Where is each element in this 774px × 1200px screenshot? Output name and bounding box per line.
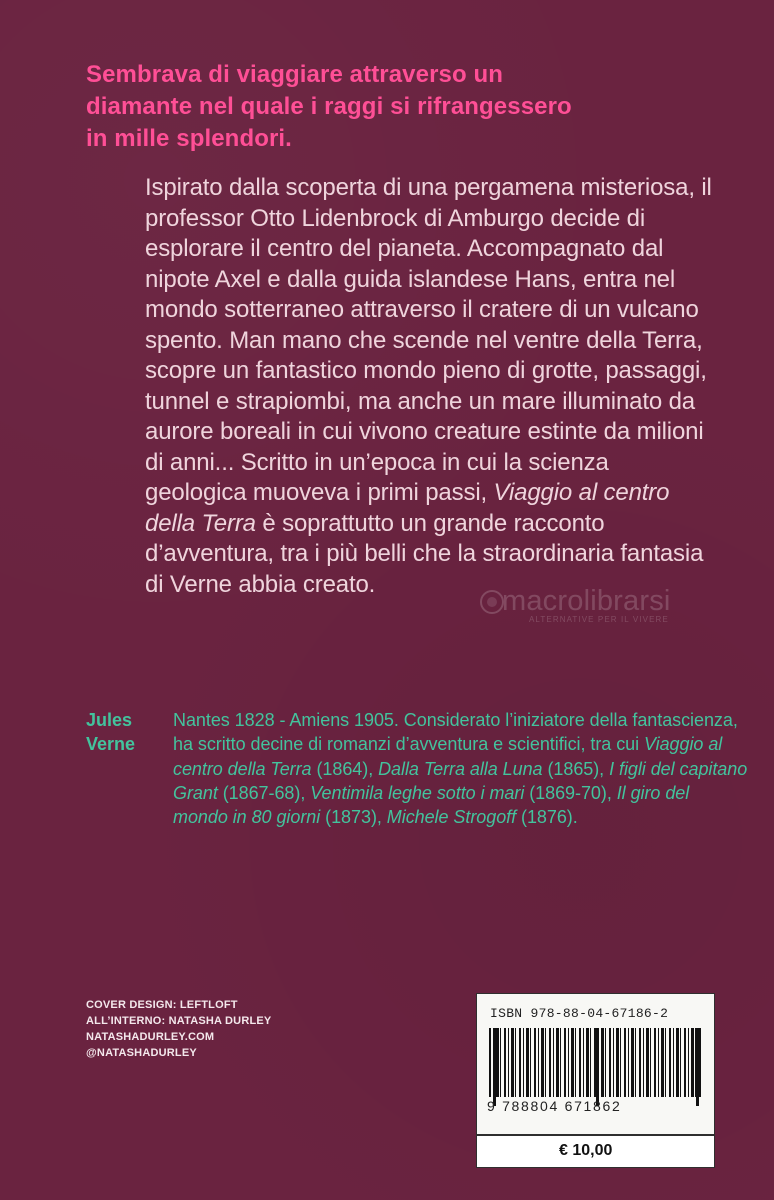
barcode-center-guard: [596, 1028, 599, 1106]
bio-book-4: Ventimila leghe sotto i mari: [310, 782, 525, 803]
bio-book-5: Il giro del mondo in 80 giorni: [173, 782, 690, 828]
cover-credits: [86, 997, 346, 1061]
synopsis-intro: Ispirato dalla scoperta di una pergamena misteriosa, il professor Otto Lidenbrock di Amburgo decide di esplorare il centro del pianeta. Accompagnato dal nipote Axel e dalla guida islandese Hans, entra nel mondo sotterraneo attraverso il cratere di un vulcano spento. Man mano che scende nel ventre della Terra, scopre un fantastico mondo pieno di grotte, passaggi, tunnel e strapiombi, ma anche un mare illuminato da aurore boreali in cui vivono creature estinte da milioni di anni... Scritto in un’epoca in cui la scienza geologica muoveva i primi passi,: [145, 174, 712, 506]
credit-line-handle: @NATASHADURLEY: [86, 1047, 197, 1059]
bio-part-6: (1873),: [320, 807, 387, 828]
synopsis-book-title: Viaggio al centro della Terra: [145, 479, 670, 537]
price-label: [476, 1135, 715, 1168]
isbn-text: ISBN 978-88-04-67186-2: [490, 1006, 669, 1021]
bio-part-1: Nantes 1828 - Amiens 1905. Considerato l’iniziatore della fantascienza, ha scritto decine di romanzi d’avventura e scientifici, tra cui: [173, 710, 738, 755]
book-synopsis: [145, 173, 715, 600]
bio-book-1: Viaggio al centro della Terra: [173, 734, 723, 779]
author-bio: [173, 708, 748, 829]
author-name: Jules Verne: [86, 710, 136, 754]
isbn-barcode-label: [476, 993, 715, 1135]
bio-book-2: Dalla Terra alla Luna: [378, 758, 543, 779]
credit-line-website: NATASHADURLEY.COM: [86, 1031, 215, 1043]
barcode-right-guard: [696, 1028, 699, 1106]
synopsis-outro: è soprattutto un grande racconto d’avventura, tra i più belli che la straordinaria fantasia di Verne abbia creato.: [145, 509, 704, 598]
price-text: € 10,00: [559, 1142, 613, 1159]
credit-line-interior: ALL’INTERNO: NATASHA DURLEY: [86, 1015, 272, 1027]
author-bio-paragraph: [173, 708, 748, 829]
watermark-logo-icon: [480, 590, 504, 614]
bio-book-6: Michele Strogoff: [386, 807, 517, 828]
watermark-name: macrolibrarsi: [502, 585, 671, 617]
synopsis-paragraph: [145, 173, 715, 600]
cover-quote: Sembrava di viaggiare attraverso un diamante nel quale i raggi si rifrangessero in mille splendori.: [86, 61, 572, 152]
barcode-number: 9 788804 671862: [487, 1098, 622, 1114]
macrolibrarsi-watermark: [480, 586, 690, 634]
bio-book-3: I figli del capitano Grant: [173, 758, 748, 803]
bio-part-7: (1876).: [516, 807, 578, 828]
bio-part-2: (1864),: [311, 758, 379, 779]
barcode-left-guard: [493, 1028, 496, 1106]
bio-part-3: (1865),: [542, 758, 610, 779]
bio-part-5: (1869-70),: [524, 782, 617, 803]
bio-part-4: (1867-68),: [217, 782, 311, 803]
credit-line-cover-design: COVER DESIGN: LEFTLOFT: [86, 999, 238, 1011]
watermark-tagline: ALTERNATIVE PER IL VIVERE: [529, 615, 669, 624]
